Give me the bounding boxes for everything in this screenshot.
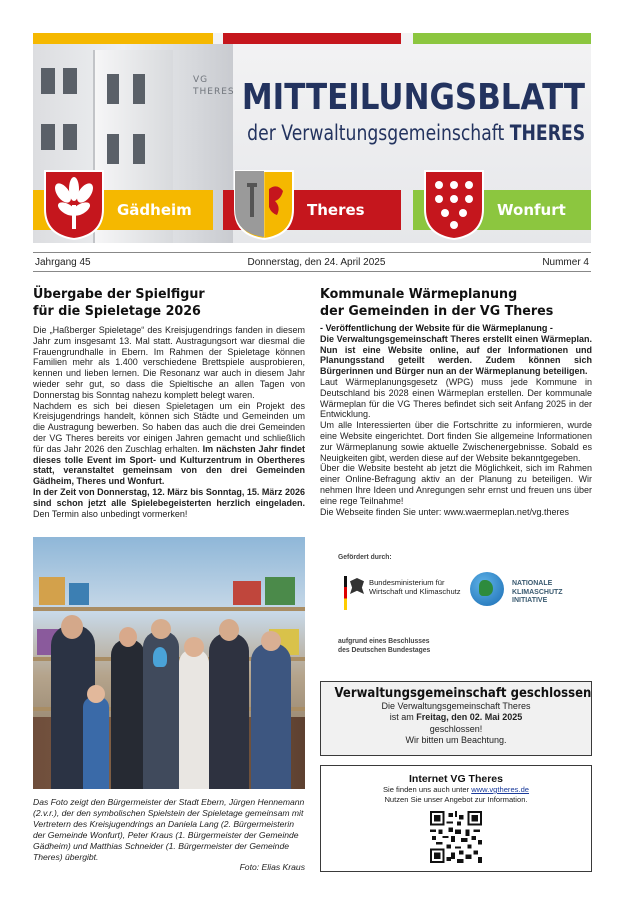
game-box (233, 581, 261, 605)
lead-paragraph (320, 334, 592, 377)
issue-info-line (33, 252, 591, 272)
paragraph-3-text: Den Termin also unbedingt vormerken! (33, 508, 188, 519)
person-1-head (61, 615, 83, 639)
subtitle-theres: THERES (509, 121, 585, 145)
window (63, 124, 77, 150)
federal-eagle-icon (350, 578, 364, 594)
bmwk-logo (338, 576, 468, 616)
closure-notice (320, 681, 592, 756)
closure-line-3: geschlossen! (429, 723, 483, 734)
issue-number: Nummer 4 (542, 256, 589, 268)
german-flag-icon (344, 576, 347, 610)
internet-heading: Internet VG Theres (409, 773, 503, 785)
headline-line-1: Kommunale Wärmeplanung (320, 286, 518, 302)
window (41, 68, 55, 94)
person-4 (179, 649, 209, 789)
issue-date: Donnerstag, den 24. April 2025 (247, 256, 386, 268)
globe-land (479, 580, 493, 596)
person-6 (251, 643, 291, 789)
person-6-head (261, 631, 281, 651)
paragraph-2-bold: Im nächsten Jahr findet dieses tolle Event im Sport- und Kulturzentrum in Obertheres statt, veranstaltet gemeinsam von den drei Gemeinden Gädheim, Theres und Wonfurt. (33, 443, 306, 487)
photo-credit: Foto: Elias Kraus (239, 862, 305, 872)
internet-box (320, 765, 592, 872)
theres-crest-icon (233, 169, 295, 241)
closure-heading: Verwaltungsgemeinschaft geschlossen (334, 686, 592, 701)
qr-code-icon[interactable] (430, 811, 482, 863)
closure-date: Freitag, den 02. Mai 2025 (416, 712, 523, 723)
article-waermeplanung (320, 286, 592, 517)
newspaper-subtitle (247, 121, 585, 145)
paragraph-2: Um alle Interessierten über die Fortschritte zu informieren, wurde eine Website eingerichtet. Dort finden Sie allgemeine Informationen zur Wärmeplanung sowie aktuelle Zwischenergebnisse. Sobald es Neuigkeiten gibt, werden diese auf der Website bekanntgegeben. (320, 420, 592, 463)
municipality-label: Gädheim (117, 201, 192, 219)
building-lettering: VG THERES (193, 75, 235, 97)
municipality-label: Wonfurt (497, 201, 566, 219)
volume: Jahrgang 45 (35, 256, 91, 268)
closure-line-2 (321, 712, 591, 723)
headline-line-2: für die Spieletage 2026 (33, 303, 201, 319)
article-spielfigur (33, 286, 305, 519)
website-link[interactable]: www.vgtheres.de (471, 785, 530, 794)
green-bar (413, 33, 591, 44)
person-2-head (119, 627, 137, 647)
red-bar (223, 33, 401, 44)
game-box (39, 577, 65, 605)
person-5 (209, 633, 249, 789)
person-4-head (184, 637, 204, 657)
lead-text: Die Verwaltungsgemeinschaft Theres erstellt einen Wärmeplan. Nun ist eine Website online, auf der Informationen und Planungsstand geteilt werden. Zudem können sich Bürgerinnen und Bürger nun an der Wärmeplanung beteiligen. (320, 333, 592, 377)
paragraph-3 (33, 487, 305, 519)
paragraph-3-bold: In der Zeit von Donnerstag, 12. März bis Sonntag, 15. März 2026 sind schon jetzt alle Spielebegeisterten herzlich eingeladen. (33, 486, 305, 508)
nki-name: NATIONALE KLIMASCHUTZ INITIATIVE (512, 580, 563, 605)
yellow-bar (33, 33, 213, 44)
paragraph-3: Über die Website besteht ab jetzt die Möglichkeit, sich im Rahmen einer Online-Befragung aktiv an der Planung zu beteiligen. Wir nehmen Ihre Ideen und Anregungen sehr ernst und freuen uns über eine rege Teilnahme! (320, 463, 592, 506)
game-box (265, 577, 295, 605)
person-3-head (151, 619, 171, 639)
gaedheim-crest-icon (43, 169, 105, 241)
closure-line-2-pre: ist am (389, 712, 417, 723)
municipality-label: Theres (307, 201, 365, 219)
internet-line-1-pre: Sie finden uns auch unter (382, 785, 472, 794)
window (107, 134, 119, 164)
newspaper-title: MITTEILUNGSBLATT (241, 77, 585, 118)
child (83, 697, 109, 789)
window (133, 74, 145, 104)
person-2 (111, 639, 145, 789)
window (41, 124, 55, 150)
window (63, 68, 77, 94)
ministry-name: Bundesministerium für Wirtschaft und Klimaschutz (369, 578, 461, 597)
funding-logos (320, 548, 592, 666)
kicker: - Veröffentlichung der Website für die Wärmeplanung - (320, 323, 553, 333)
headline-line-2: der Gemeinden in der VG Theres (320, 303, 554, 319)
paragraph-2 (33, 401, 305, 487)
handover-photo (33, 537, 305, 789)
shelf (33, 607, 305, 611)
closure-line-4: Wir bitten um Beachtung. (405, 735, 507, 746)
child-head (87, 685, 105, 703)
closure-line-1: Die Verwaltungsgemeinschaft Theres (381, 701, 531, 711)
masthead (33, 33, 591, 243)
internet-line-1 (321, 785, 591, 795)
paragraph-1: Laut Wärmeplanungsgesetz (WPG) muss jede Kommune in Deutschland bis 2028 einen Wärmeplan erstellen. Der kommunale Wärmeplan für die VG Theres befindet sich seit Anfang 2025 in der Entwicklung. (320, 376, 592, 420)
paragraph-4: Die Webseite finden Sie unter: www.waermeplan.net/vg.theres (320, 506, 569, 517)
funding-footer-line-1: aufgrund eines Beschlusses (338, 636, 430, 645)
funding-footer (338, 636, 430, 655)
window (133, 134, 145, 164)
headline-line-1: Übergabe der Spielfigur (33, 286, 205, 302)
funding-footer-line-2: des Deutschen Bundestages (338, 645, 431, 655)
game-box (69, 583, 89, 605)
funding-label: Gefördert durch: (338, 552, 392, 561)
nki-logo (470, 572, 590, 612)
paragraph-1: Die „Haßberger Spieletage“ des Kreisjugendrings fanden in diesem Jahr zum insgesamt 13. Mal statt. Austragungsort war diesmal die Frauengrundhalle in Ebern. Im Rahmen der Spieletage können Familien mehr als 1.400 verschiedene Brettspiele ausprobieren, kennen und lieben lernen. Die Resonanz war auch in diesem Jahr wieder sehr gut, so dass die Spieltische an allen Tagen von Donnerstag bis Sonntag nahezu komplett belegt waren. (33, 325, 305, 400)
photo-caption: Das Foto zeigt den Bürgermeister der Stadt Ebern, Jürgen Hennemann (2.v.r.), der den symbolischen Spielstein der Spieletage gemeinsam mit Vertretern des Kreisjugendrings an Daniela Lang (2. Bürgermeisterin der Gemeinde Wonfurt), Peter Kraus (1. Bürgermeister der Gemeinde Gädheim) und Matthias Schneider (1. Bürgermeister der Gemeinde Theres) übergibt. (33, 797, 305, 862)
internet-line-2: Nutzen Sie unser Angebot zur Information. (384, 794, 528, 804)
paragraph-2-text: Nachdem es sich bei diesen Spieletagen um ein Projekt des Kreisjugendrings handelt, können sich Städte und Gemeinden um die Austragung bewerben. So haben das auch die drei Gemeinden der VG Theres bereits vor einigen Jahren gemacht und schließlich für das Jahr 2026 den Zuschlag erhalten. (33, 400, 305, 454)
game-piece-icon (153, 647, 167, 667)
window (107, 74, 119, 104)
wonfurt-crest-icon (423, 169, 485, 241)
subtitle-text: der Verwaltungsgemeinschaft (247, 121, 510, 145)
person-5-head (219, 619, 239, 641)
